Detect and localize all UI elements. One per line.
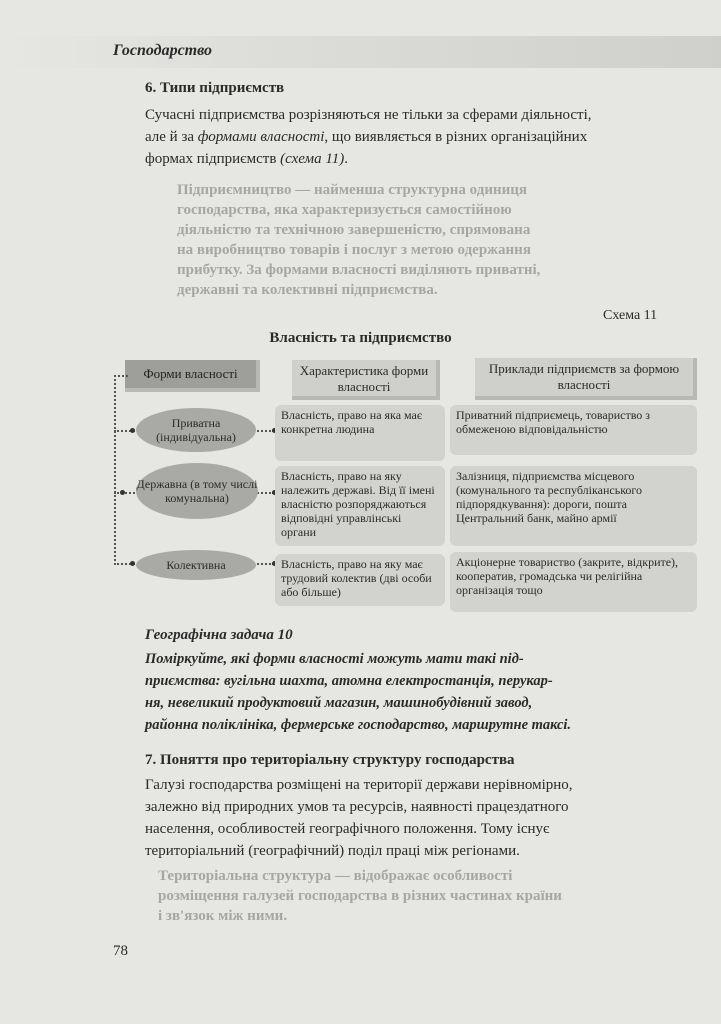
text-line: прибутку. За формами власності виділяють приватні, xyxy=(177,262,541,278)
page-number: 78 xyxy=(113,943,128,959)
schema-label: Схема 11 xyxy=(603,308,658,323)
section-7-paragraph xyxy=(145,774,695,862)
text-line: формах підприємств (схема 11). xyxy=(145,151,349,167)
task-title: Географічна задача 10 xyxy=(145,627,293,643)
running-head xyxy=(0,36,721,68)
connector-line xyxy=(114,375,116,565)
section-7-heading: 7. Поняття про територіальну структуру господарства xyxy=(145,752,515,768)
connector-dot xyxy=(130,428,135,433)
task-text xyxy=(145,648,685,736)
text-line: Підприємництво — найменша структурна одиниця xyxy=(177,182,528,198)
text-line: Поміркуйте, які форми власності можуть мати такі під- xyxy=(145,651,524,667)
text-line: але й за формами власності, що виявляється в різних організаційних xyxy=(145,129,588,145)
connector-dot xyxy=(130,561,135,566)
text-line: діяльністю та технічною завершеністю, спрямована xyxy=(177,222,531,238)
text-line: населення, особливостей географічного положення. Тому існує xyxy=(145,821,550,837)
text-line: приємства: вугільна шахта, атомна електростанція, перукар- xyxy=(145,673,553,689)
connector-line xyxy=(114,375,128,377)
characteristic-private: Власність, право на яка має конкретна людина xyxy=(275,405,445,461)
text-line: розміщення галузей господарства в різних частинах країни xyxy=(158,888,562,904)
running-head-title: Господарство xyxy=(113,42,213,59)
form-oval-private: Приватна (індивідуальна) xyxy=(136,408,256,452)
text-line: районна поліклініка, фермерське господарство, маршрутне таксі. xyxy=(145,717,572,733)
text-line: залежно від природних умов та ресурсів, наявності працездатного xyxy=(145,799,569,815)
connector-dot xyxy=(120,490,125,495)
schema-header-forms: Форми власності xyxy=(125,360,260,392)
schema-header-examples: Приклади підприємств за формою власності xyxy=(475,358,697,400)
form-oval-collective: Колективна xyxy=(136,550,256,580)
text-line: Сучасні підприємства розрізняються не тільки за сферами діяльності, xyxy=(145,107,592,123)
text-line: на виробництво товарів і послуг з метою одержання xyxy=(177,242,531,258)
schema-header-characteristic: Характеристика форми власності xyxy=(292,360,440,400)
definition-enterprise xyxy=(177,180,617,300)
text-line: державні та колективні підприємства. xyxy=(177,282,438,298)
examples-state: Залізниця, підприємства місцевого (комунального та республіканського підпорядкування): дороги, пошта Центральний банк, майно армії xyxy=(450,466,697,546)
examples-private: Приватний підприємець, товариство з обмеженою відповідальністю xyxy=(450,405,697,455)
form-oval-state: Державна (в тому числі комунальна) xyxy=(136,463,258,519)
text-line: ня, невеликий продуктовий магазин, машинобудівний завод, xyxy=(145,695,533,711)
definition-territorial-structure xyxy=(158,866,638,926)
text-line: територіальний (географічний) поділ праці між регіонами. xyxy=(145,843,520,859)
section-6-paragraph xyxy=(145,104,675,170)
characteristic-collective: Власність, право на яку має трудовий колектив (дві особи або більше) xyxy=(275,554,445,606)
schema-title: Власність та підприємство xyxy=(269,330,452,346)
text-line: Територіальна структура — відображає особливості xyxy=(158,868,513,884)
section-6-heading: 6. Типи підприємств xyxy=(145,80,285,96)
text-line: господарства, яка характеризується самостійною xyxy=(177,202,512,218)
examples-collective: Акціонерне товариство (закрите, відкрите), кооператив, громадська чи релігійна організація тощо xyxy=(450,552,697,612)
text-line: і зв'язок між ними. xyxy=(158,908,288,924)
characteristic-state: Власність, право на яку належить державі. Від її імені власністю розпоряджаються відповідні управлінські органи xyxy=(275,466,445,546)
text-line: Галузі господарства розміщені на території держави нерівномірно, xyxy=(145,777,573,793)
